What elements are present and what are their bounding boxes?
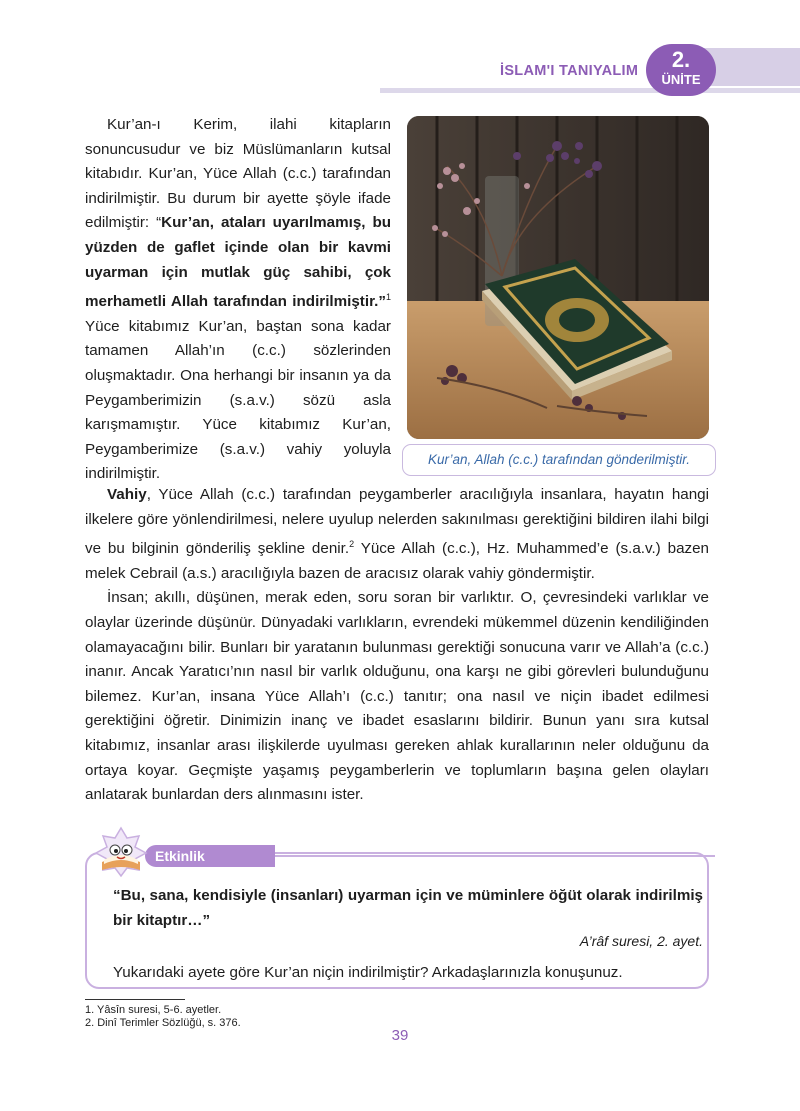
vahiy-paragraph [85,483,709,586]
unit-title: İSLAM'I TANIYALIM [500,63,639,79]
unit-number: 2. [671,47,691,72]
intro-paragraph [85,113,391,487]
figure-caption: Kur’an, Allah (c.c.) tarafından gönderilmiştir. [402,444,716,476]
intro-text-1: Kur’an-ı Kerim, ilahi kitapların sonuncusudur ve biz Müslümanların kutsal kitabıdır. Kur’an, Yüce Allah (c.c.) tarafından indirilmiştir. Bu durum bir ayette şöyle ifade edilmiştir: “ [85,116,391,232]
footnote-ref-1: 1 [385,292,391,303]
footnote-1: 1. Yâsîn suresi, 5-6. ayetler. [85,1004,222,1016]
footnote-ref-2: 2 [349,539,355,550]
vahiy-term: Vahiy [107,486,147,503]
body-text [85,483,709,808]
header-rule [380,88,800,93]
unit-badge [646,44,716,96]
footnote-rule [85,999,185,1000]
book-mascot-icon [90,826,152,878]
quran-photo [407,116,709,439]
page-number: 39 [391,1027,409,1044]
unit-label: ÜNİTE [661,72,701,87]
intro-close-quote: ” [378,293,386,311]
activity-question: Yukarıdaki ayete göre Kur’an niçin indirilmiştir? Arkadaşlarınızla konuşunuz. [113,964,623,981]
footnote-2: 2. Dinî Terimler Sözlüğü, s. 376. [85,1017,241,1029]
insan-paragraph: İnsan; akıllı, düşünen, merak eden, soru soran bir varlıktır. O, çevresindeki varlıklar ve olaylar üzerinde düşünür. Dünyadaki varlıkların, evrendeki mükemmel düzenin kendiliğinden olamayacağını bilir. Bunları bir yaratanın bulunması gerektiği sonucuna varır ve Allah’a (c.c.) inanır. Ancak Yaratıcı’nın nasıl bir varlık olduğunu, ona karşı ne gibi görevleri bulunduğunu bilemez. Kur’an, insana Yüce Allah’ı (c.c.) tanıtır; ona nasıl ve niçin ibadet edilmesi gerektiğini öğretir. Dinimizin inanç ve ibadet esaslarını bildirir. Bunun yanı sıra kutsal kitabımız, insanlar arası ilişkilerde uyulması gereken ahlak kurallarının neler olduğunu da ortaya koyar. Geçmişte yaşamış peygamberlerin ve toplumların başına gelen olayları anlatarak bunlardan ders alınmasını ister. [85,589,709,804]
intro-bold-quote: Kur’an, ataları uyarılmamış, bu yüzden de gaflet içinde olan bir kavmi uyarman için mutlak güç sahibi, çok merhametli Allah tarafından indirilmiştir. [85,214,391,311]
vahiy-text-1: , Yüce Allah (c.c.) tarafından peygamberler aracılığıyla insanlara, hayatın hangi ilkelere göre yönlendirilmesi, nelere uyulup nelerden sakınılması gerektiğini bildiren ilahi bilgi ve bu bilginin gönderiliş şekline denir. [85,486,709,558]
quote-source: A’râf suresi, 2. ayet. [579,933,703,949]
activity-label: Etkinlik [145,845,275,867]
activity-tab-rule [270,855,715,857]
intro-text-2: Yüce kitabımız Kur’an, baştan sona kadar tamamen Allah’ın (c.c.) sözlerinden oluşmaktadır. Ona herhangi bir insanın ya da Peygamberimizin (s.a.v.) sözü asla karışmamıştır. Yüce kitabımız Kur’an, Peygamberimize (s.a.v.) vahiy yoluyla indirilmiştir. [85,317,391,483]
vahiy-text-2: Yüce Allah (c.c.), Hz. Muhammed’e (s.a.v.) bazen melek Cebrail (a.s.) aracılığıyla bazen de aracısız olarak vahiy göndermiştir. [85,540,709,582]
activity-quote: “Bu, sana, kendisiyle (insanları) uyarman için ve müminlere öğüt olarak indirilmiş bir kitaptır…” [113,887,703,929]
